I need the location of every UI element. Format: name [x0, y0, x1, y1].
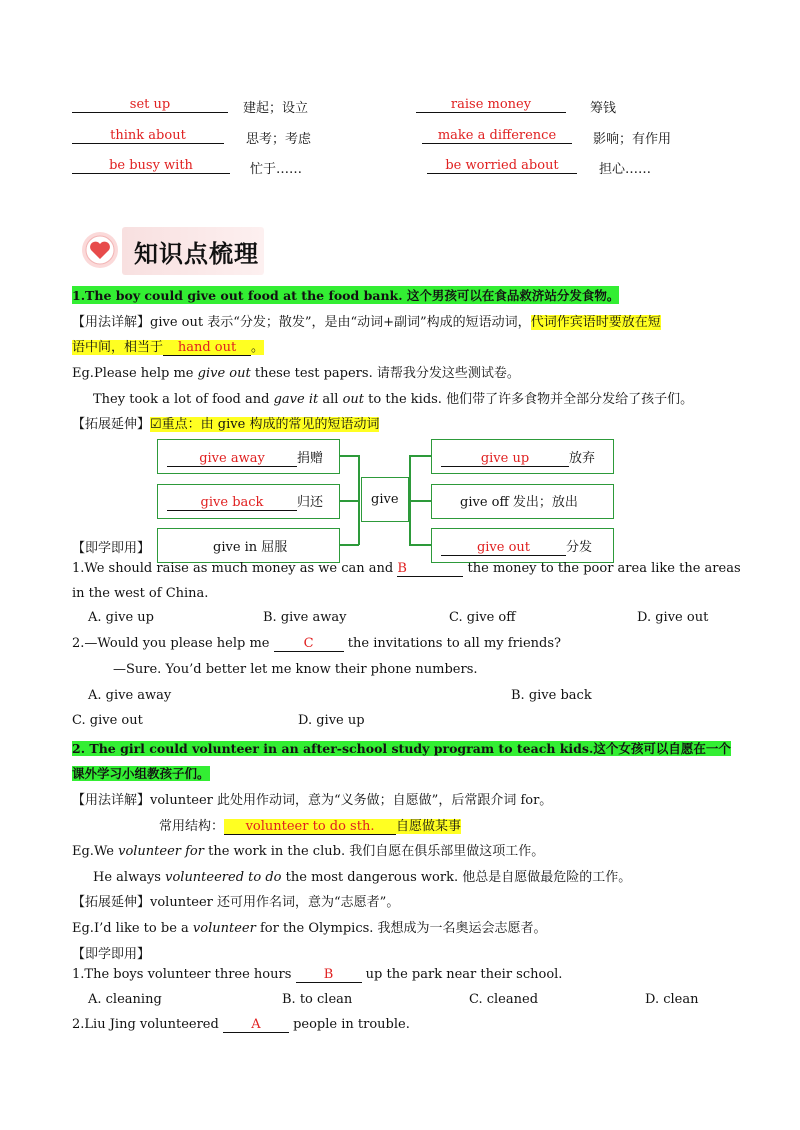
- option: D. give up: [298, 713, 365, 728]
- point-2-example-1: Eg.We volunteer for the work in the club. 我们自愿在俱乐部里做这项工作。: [72, 844, 545, 859]
- answer-blank: B: [397, 562, 463, 577]
- answer-blank: B: [296, 968, 362, 983]
- option: C. cleaned: [469, 992, 539, 1007]
- phrase-row-1-left: [72, 97, 228, 113]
- usage-text: 【用法详解】give out 表示“分发；散发”，是由“动词+副词”构成的短语动词，: [72, 315, 531, 330]
- option: C. give out: [72, 713, 143, 728]
- point-2-title-line-2: 课外学习小组教孩子们。: [72, 766, 210, 781]
- option: B. give back: [511, 688, 592, 703]
- heart-icon: [80, 230, 120, 270]
- answer-blank: hand out: [163, 341, 251, 356]
- point-1-example-2: They took a lot of food and gave it all out to the kids. 他们带了许多食物并全部分发给了孩子们。: [93, 392, 694, 407]
- phrase-row-3-left: [72, 158, 230, 174]
- answer-blank: volunteer to do sth.: [224, 820, 396, 835]
- point-2-usage: 【用法详解】volunteer 此处用作动词，意为“义务做；自愿做”，后常跟介词 for。: [72, 793, 553, 808]
- usage-highlight: 代词作宾语时要放在短: [530, 315, 661, 330]
- phrase-meaning: 筹钱: [590, 101, 617, 116]
- option: D. clean: [645, 992, 699, 1007]
- option: B. give away: [263, 610, 347, 625]
- p1-question-1-line-2: in the west of China.: [72, 586, 209, 601]
- point-1-usage-line-1: [72, 311, 661, 330]
- phrase-meaning: 忙于……: [250, 162, 303, 177]
- p1-question-2-line-2: —Sure. You’d better let me know their phone numbers.: [113, 662, 478, 677]
- option: A. give away: [88, 688, 172, 703]
- point-2-example-2: He always volunteered to do the most dangerous work. 他总是自愿做最危险的工作。: [93, 870, 632, 885]
- answer-blank: be busy with: [72, 159, 230, 174]
- answer-blank: make a difference: [422, 129, 572, 144]
- point-1-example-1: Eg.Please help me give out these test papers. 请帮我分发这些测试卷。: [72, 366, 520, 381]
- phrase-row-1-right: [416, 97, 566, 113]
- point-2-extension: 【拓展延伸】volunteer 还可用作名词，意为“志愿者”。: [72, 895, 400, 910]
- option: A. give up: [88, 610, 154, 625]
- p1-question-1-line-1: 1.We should raise as much money as we can and B the money to the poor area like the areas: [72, 561, 741, 576]
- answer-blank: give out: [441, 541, 566, 556]
- p2-question-1: 1.The boys volunteer three hours B up the park near their school.: [72, 967, 563, 982]
- phrase-meaning: 担心……: [599, 162, 652, 177]
- phrase-meaning: 影响；有作用: [593, 132, 672, 147]
- p1-question-2-line-1: 2.—Would you please help me C the invitations to all my friends?: [72, 636, 561, 651]
- answer-blank: C: [274, 637, 344, 652]
- point-2-title-line-1: 2. The girl could volunteer in an after-school study program to teach kids.这个女孩可以自愿在一个: [72, 741, 731, 756]
- answer-blank: A: [223, 1018, 289, 1033]
- answer-blank: give back: [167, 496, 297, 511]
- practice-label: 【即学即用】: [72, 947, 151, 962]
- point-1-title: 1.The boy could give out food at the food bank. 这个男孩可以在食品救济站分发食物。: [72, 288, 620, 303]
- option: B. to clean: [282, 992, 353, 1007]
- usage-highlight-cont: 语中间，相当于 hand out 。: [72, 340, 265, 355]
- answer-blank: set up: [72, 98, 228, 113]
- point-2-example-3: Eg.I’d like to be a volunteer for the Olympics. 我想成为一名奥运会志愿者。: [72, 921, 547, 936]
- answer-blank: give away: [167, 452, 297, 467]
- answer-blank: think about: [72, 129, 224, 144]
- practice-label: 【即学即用】: [72, 541, 151, 556]
- option: C. give off: [449, 610, 516, 625]
- p2-question-2: 2.Liu Jing volunteered A people in trouble.: [72, 1017, 410, 1032]
- option: A. cleaning: [88, 992, 162, 1007]
- phrase-meaning: 建起；设立: [243, 101, 309, 116]
- point-1-extension: 【拓展延伸】☑重点：由 give 构成的常见的短语动词: [72, 417, 380, 432]
- option: D. give out: [637, 610, 709, 625]
- answer-blank: give up: [441, 452, 569, 467]
- phrase-row-2-left: [72, 128, 224, 144]
- point-2-structure: 常用结构： volunteer to do sth. 自愿做某事: [159, 819, 462, 834]
- answer-blank: raise money: [416, 98, 566, 113]
- phrase-row-2-right: [422, 128, 572, 144]
- phrase-row-3-right: [427, 158, 577, 174]
- section-title: 知识点梳理: [134, 240, 259, 268]
- answer-blank: be worried about: [427, 159, 577, 174]
- phrase-meaning: 思考；考虑: [246, 132, 312, 147]
- point-1-usage-line-2: [72, 336, 264, 356]
